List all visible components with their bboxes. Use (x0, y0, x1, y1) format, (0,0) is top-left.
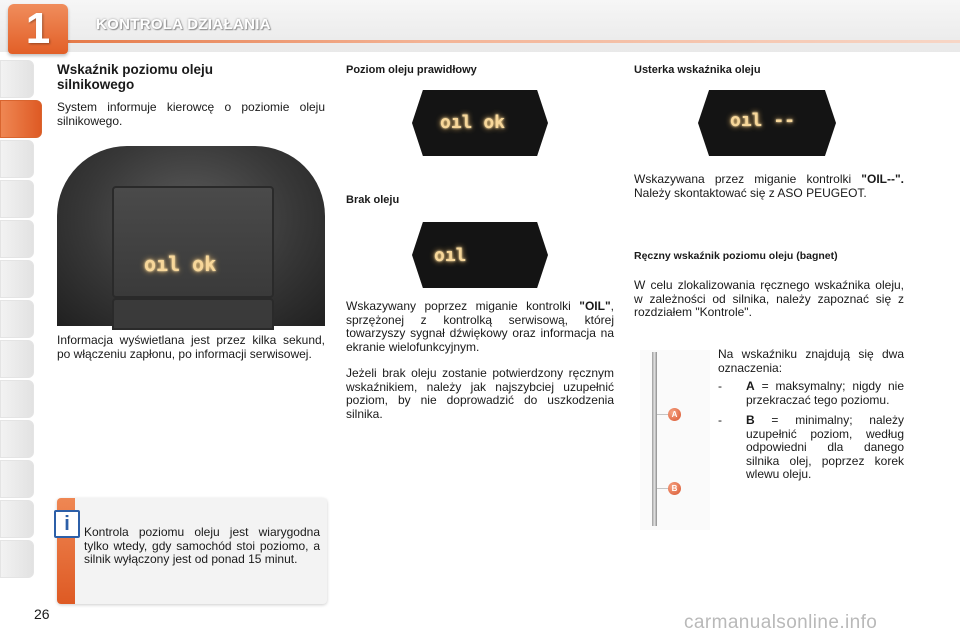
chapter-title: KONTROLA DZIAŁANIA (96, 16, 271, 33)
oil-fault-display-text: oıl -- (730, 110, 796, 131)
mark-item-b (718, 414, 904, 482)
mark-text: = minimalny; należy uzupełnić poziom, według odpowiedni dla danego silnika olej, poprzez korek wlewu oleju. (746, 413, 904, 481)
mark-item-a (718, 380, 904, 407)
side-tabs (0, 60, 36, 580)
mark-letter: A (746, 379, 755, 393)
oil-missing-display-text: oıl (434, 245, 467, 266)
marker-b: B (668, 482, 681, 495)
dashboard-lower-screen (112, 298, 274, 330)
oil-missing-paragraph-2: Jeżeli brak oleju zostanie potwierdzony ręcznym wskaźnikiem, należy jak najszybciej uzupełnić poziom, by nie doprowadzić do uszkodzenia silnika. (346, 366, 614, 421)
oil-fault-heading: Usterka wskaźnika oleju (634, 64, 761, 76)
chapter-number: 1 (25, 4, 51, 53)
header-rule (68, 40, 960, 43)
side-tab[interactable] (0, 300, 34, 338)
page-number: 26 (34, 606, 50, 622)
oil-missing-paragraph-1: Wskazywany poprzez miganie kontrolki "OIL", sprzężonej z kontrolką serwisową, której towarzyszy sygnał dźwiękowy oraz informacja na ekranie wielofunkcyjnym. (346, 299, 614, 354)
oil-fault-paragraph: Wskazywana przez miganie kontrolki "OIL--". Należy skontaktować się z ASO PEUGEOT. (634, 172, 904, 200)
watermark: carmanualsonline.info (684, 612, 878, 633)
list-dash: - (718, 413, 722, 427)
section-title: Wskaźnik poziomu oleju silnikowego (57, 62, 214, 92)
oil-missing-heading: Brak oleju (346, 194, 400, 206)
side-tab[interactable] (0, 420, 34, 458)
side-tab[interactable] (0, 540, 34, 578)
side-tab[interactable] (0, 140, 34, 178)
side-tab[interactable] (0, 60, 34, 98)
dipstick-heading: Ręczny wskaźnik poziomu oleju (bagnet) (634, 250, 838, 262)
dashboard-screen (112, 186, 274, 298)
side-tab[interactable] (0, 340, 34, 378)
marks-list (718, 380, 904, 482)
side-tab[interactable] (0, 380, 34, 418)
dipstick-paragraph: W celu zlokalizowania ręcznego wskaźnika oleju, w zależności od silnika, należy zapoznać się z rozdziałem "Kontrole". (634, 278, 904, 319)
display-info-paragraph: Informacja wyświetlana jest przez kilka sekund, po włączeniu zapłonu, po informacji serwisowej. (57, 333, 325, 361)
mark-text: = maksymalny; nigdy nie przekraczać tego poziomu. (746, 379, 904, 407)
intro-paragraph: System informuje kierowcę o poziomie oleju silnikowego. (57, 100, 325, 128)
side-tab[interactable] (0, 460, 34, 498)
marks-intro: Na wskaźniku znajdują się dwa oznaczenia: (718, 347, 904, 375)
side-tab[interactable] (0, 180, 34, 218)
dashboard-oil-ok-text: oıl ok (144, 252, 217, 276)
mark-letter: B (746, 413, 755, 427)
dipstick (652, 352, 657, 526)
side-tab[interactable] (0, 260, 34, 298)
dipstick-image (640, 350, 710, 530)
side-tab[interactable] (0, 220, 34, 258)
info-box-text: Kontrola poziomu oleju jest wiarygodna tylko wtedy, gdy samochód stoi poziomo, a silnik wyłączony jest od ponad 15 minut. (84, 525, 320, 566)
oil-correct-heading: Poziom oleju prawidłowy (346, 64, 477, 76)
marker-a: A (668, 408, 681, 421)
list-dash: - (718, 379, 722, 393)
oil-ok-display-text: oıl ok (440, 112, 506, 133)
side-tab[interactable] (0, 500, 34, 538)
info-icon: i (54, 510, 80, 538)
oil-missing-display (412, 222, 548, 288)
side-tab-active[interactable] (0, 100, 42, 138)
